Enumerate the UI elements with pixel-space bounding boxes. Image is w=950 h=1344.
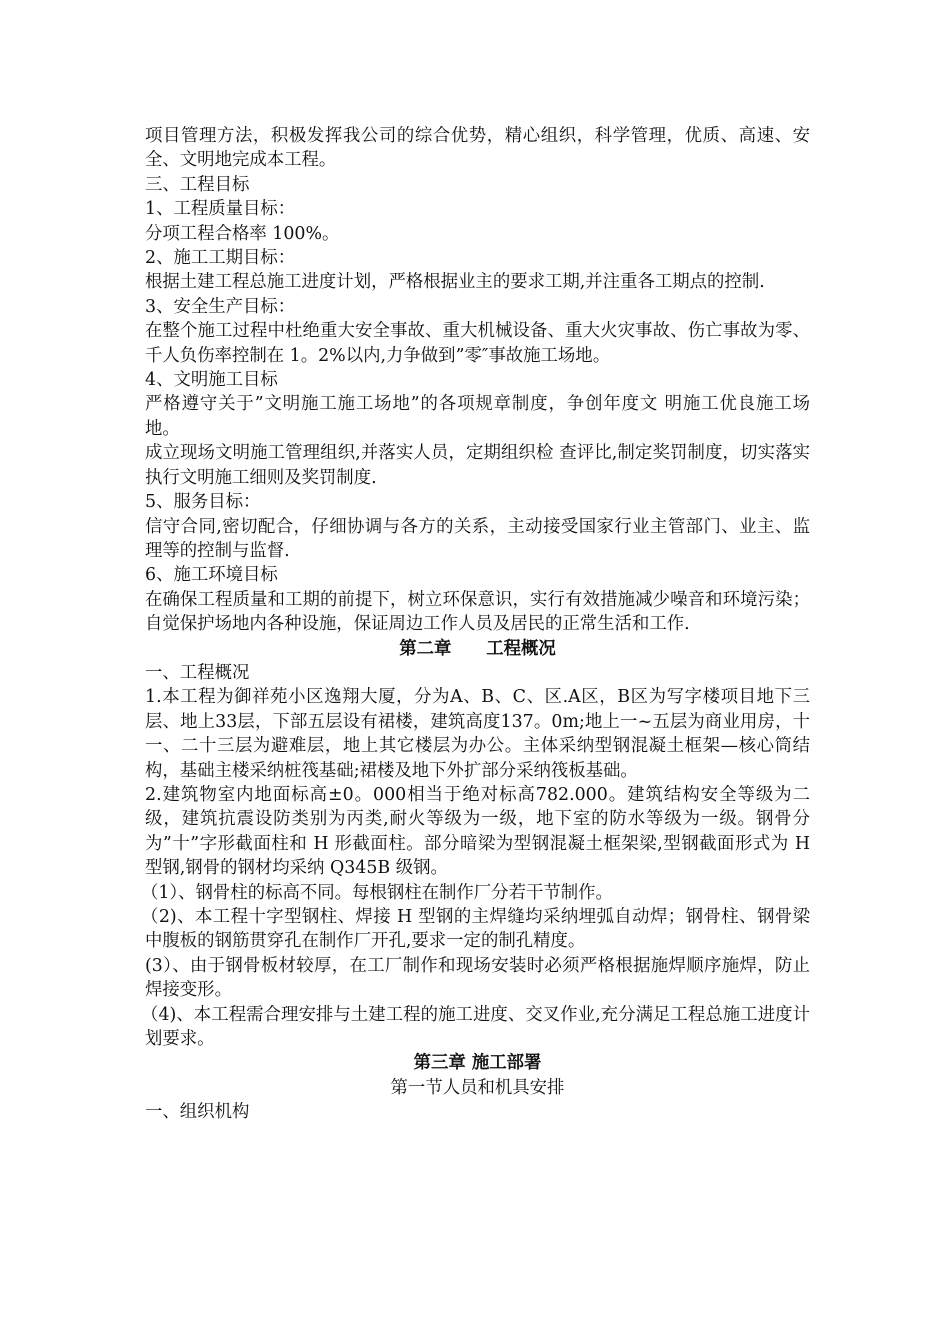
subsection-heading: 6、施工环境目标	[145, 565, 278, 586]
subsection-heading: 5、服务目标：	[145, 492, 261, 513]
paragraph: 在整个施工过程中杜绝重大安全事故、重大机械设备、重大火灾事故、伤亡事故为零、千人负伤率控制在 1。2%以内,力争做到”零″事故施工场地。	[145, 321, 810, 366]
section-heading: 一、组织机构	[145, 1102, 250, 1123]
list-item: （1）、钢骨柱的标高不同。每根钢柱在制作厂分若干节制作。	[141, 882, 613, 903]
list-item: （4)、本工程需合理安排与土建工程的施工进度、交叉作业,充分满足工程总施工进度计划要求。	[141, 1004, 810, 1050]
paragraph: 严格遵守关于”文明施工施工场地”的各项规章制度，争创年度文 明施工优良施工场地。	[145, 394, 810, 439]
paragraph: 项目管理方法，积极发挥我公司的综合优势，精心组织，科学管理，优质、高速、安全、文明地完成本工程。	[145, 126, 810, 171]
paragraph: 在确保工程质量和工期的前提下，树立环保意识，实行有效措施减少噪音和环境污染；自觉保护场地内各种设施，保证周边工作人员及居民的正常生活和工作.	[145, 589, 810, 635]
paragraph: 分项工程合格率 100%。	[145, 223, 340, 244]
section-title: 第一节人员和机具安排	[390, 1077, 565, 1098]
paragraph: 成立现场文明施工管理组织,并落实人员，定期组织检 查评比,制定奖罚制度，切实落实执行文明施工细则及奖罚制度.	[145, 443, 810, 488]
section-heading: 一、工程概况	[145, 662, 250, 683]
paragraph: 根据土建工程总施工进度计划，严格根据业主的要求工期,并注重各工期点的控制.	[145, 272, 765, 293]
chapter-title: 第二章 工程概况	[399, 638, 556, 659]
section-heading: 三、工程目标	[145, 174, 250, 195]
document-body	[141, 124, 810, 1125]
subsection-heading: 4、文明施工目标	[145, 370, 278, 391]
list-item: (3）、由于钢骨板材较厚，在工厂制作和现场安装时必须严格根据施焊顺序施焊，防止焊接变形。	[145, 955, 810, 1001]
paragraph: 2.建筑物室内地面标高±0。000相当于绝对标高782.000。建筑结构安全等级为二级，建筑抗震设防类别为丙类,耐火等级为一级，地下室的防水等级为一级。钢骨分为”十”字形截面柱和 H 形截面柱。部分暗梁为型钢混凝土框架梁,型钢截面形式为 H 型钢,钢骨的钢材均采纳 Q345B 级钢。	[145, 784, 810, 879]
subsection-heading: 1、工程质量目标：	[145, 199, 296, 220]
paragraph: 信守合同,密切配合，仔细协调与各方的关系，主动接受国家行业主管部门、业主、监理等的控制与监督.	[145, 516, 810, 561]
list-item: （2)、本工程十字型钢柱、焊接 H 型钢的主焊缝均采纳埋弧自动焊；钢骨柱、钢骨梁中腹板的钢筋贯穿孔在制作厂开孔,要求一定的制孔精度。	[141, 907, 810, 952]
subsection-heading: 3、安全生产目标：	[145, 296, 296, 317]
chapter-title: 第三章 施工部署	[413, 1053, 542, 1074]
paragraph: 1.本工程为御祥苑小区逸翔大厦，分为A、B、C、区.A区，B区为写字楼项目地下三层、地上33层，下部五层设有裙楼，建筑高度137。0m;地上一~五层为商业用房，十一、二十三层为避难层，地上其它楼层为办公。主体采纳型钢混凝土框架—核心筒结构，基础主楼采纳桩筏基础;裙楼及地下外扩部分采纳筏板基础。	[145, 687, 810, 781]
subsection-heading: 2、施工工期目标：	[145, 248, 296, 269]
